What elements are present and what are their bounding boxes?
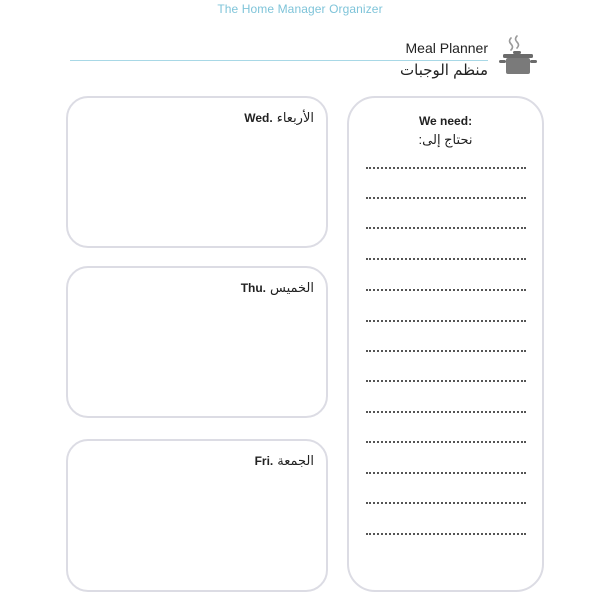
day-label-ar: الأربعاء xyxy=(276,110,314,125)
shopping-line[interactable] xyxy=(366,502,526,504)
day-label-ar: الخميس xyxy=(270,280,314,295)
shopping-line[interactable] xyxy=(366,167,526,169)
shopping-line[interactable] xyxy=(366,320,526,322)
day-label-ar: الجمعة xyxy=(277,453,314,468)
cooking-pot-icon xyxy=(498,34,538,78)
shopping-line[interactable] xyxy=(366,227,526,229)
day-label-en: Fri. xyxy=(254,454,274,468)
shopping-line[interactable] xyxy=(366,350,526,352)
shopping-line[interactable] xyxy=(366,380,526,382)
day-box-friday[interactable] xyxy=(66,439,328,592)
shopping-line[interactable] xyxy=(366,441,526,443)
shopping-line[interactable] xyxy=(366,197,526,199)
header-divider xyxy=(70,60,488,61)
shopping-list-box xyxy=(347,96,544,592)
day-label-friday xyxy=(255,453,314,469)
shopping-line[interactable] xyxy=(366,472,526,474)
shopping-line[interactable] xyxy=(366,411,526,413)
day-label-wednesday xyxy=(244,110,314,126)
planner-title-arabic: منظم الوجبات xyxy=(400,62,488,79)
planner-title-english: Meal Planner xyxy=(405,40,488,56)
shopping-title-arabic: نحتاج إلى: xyxy=(418,132,473,147)
day-box-thursday[interactable] xyxy=(66,266,328,418)
shopping-line[interactable] xyxy=(366,533,526,535)
day-label-en: Wed. xyxy=(244,111,273,125)
shopping-line[interactable] xyxy=(366,289,526,291)
day-label-en: Thu. xyxy=(240,281,267,295)
site-title: The Home Manager Organizer xyxy=(217,2,383,16)
shopping-line[interactable] xyxy=(366,258,526,260)
day-box-wednesday[interactable] xyxy=(66,96,328,248)
shopping-title-english: We need: xyxy=(418,114,473,128)
day-label-thursday xyxy=(241,280,314,296)
